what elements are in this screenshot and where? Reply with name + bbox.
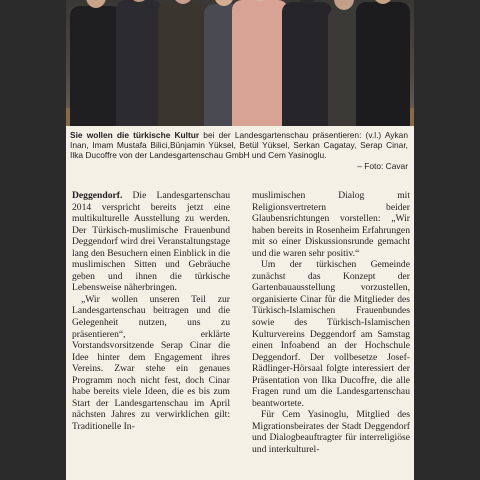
- article-column-left: [72, 190, 230, 432]
- paragraph: Für Cem Yasinoglu, Mitglied des Migrationsbeirates der Stadt Deggendorf und Dialogbeauftragter für interreligiöse und interkulturel-: [252, 409, 410, 456]
- person-3: [158, 2, 208, 126]
- person-5: [232, 0, 288, 126]
- paragraph: „Wir wollen unseren Teil zur Landesgartenschau beitragen und die Gelegenheit nutzen, uns zu präsentieren“, erklärte Vorstandsvorsitzende Serap Cinar die Idee hinter dem Engagement ihres Vereins. Zwar stehe ein genaues Programm noch nicht fest, doch Cinar habe bereits viele Ideen, die es bis zum Start der Landesgartenschau im April nächsten Jahres zu verwirklichen gilt: Traditionelle In-: [72, 293, 230, 432]
- caption-lead: Sie wollen die türkische Kultur: [70, 130, 200, 140]
- person-6: [282, 2, 332, 126]
- caption-text: bei der Landesgartenschau präsentieren: (v.l.) Aykan Inan, Imam Mustafa Bilici,Bünjamin Yüksel, Betül Yüksel, Serkan Cagatay, Serap Cinar, Ilka Ducoffre von der Landesgartenschau GmbH und Cem Yasinoglu.: [70, 130, 408, 161]
- photo-caption: [70, 130, 408, 171]
- paragraph: Um der türkischen Gemeinde zunächst das Konzept der Gartenbauausstellung vorzustellen, organisierte Cinar für die Mitglieder des Türkisch-Islamischen Frauenbundes sowie des Türkisch-Islamischen Kulturvereins Deggendorf am Samstag einen Infoabend an der Hochschule Deggendorf. Der vollbesetze Josef-Rädlinger-Hörsaal folgte interessiert der Präsentation von Ilka Ducoffre, die alle Fragen rund um die Landesgartenschau beantwortete.: [252, 259, 410, 409]
- group-photo: [66, 0, 414, 126]
- photo-credit: – Foto: Cavar: [357, 160, 408, 171]
- person-2: [116, 0, 162, 126]
- newspaper-clipping: [66, 0, 414, 480]
- dateline: Deggendorf.: [72, 190, 123, 201]
- paragraph: Deggendorf. Die Landesgartenschau 2014 verspricht bereits jetzt eine multikulturelle Ausstellung zu werden. Der Türkisch-muslimische Frauenbund Deggendorf wird drei Veranstaltungstage lang den Besuchern einen Einblick in die muslimischen Sitten und Gebräuche geben und ihnen die türkische Lebensweise näherbringen.: [72, 190, 230, 294]
- person-8: [356, 2, 410, 126]
- paragraph: muslimischen Dialog mit Religionsvertretern beider Glaubensrichtungen vorstellen: „Wir haben bereits in Rosenheim Erfahrungen mit so einer Diskussionsrunde gemacht und die waren sehr positiv.“: [252, 190, 410, 259]
- article-column-right: [252, 190, 410, 456]
- person-1: [70, 6, 122, 126]
